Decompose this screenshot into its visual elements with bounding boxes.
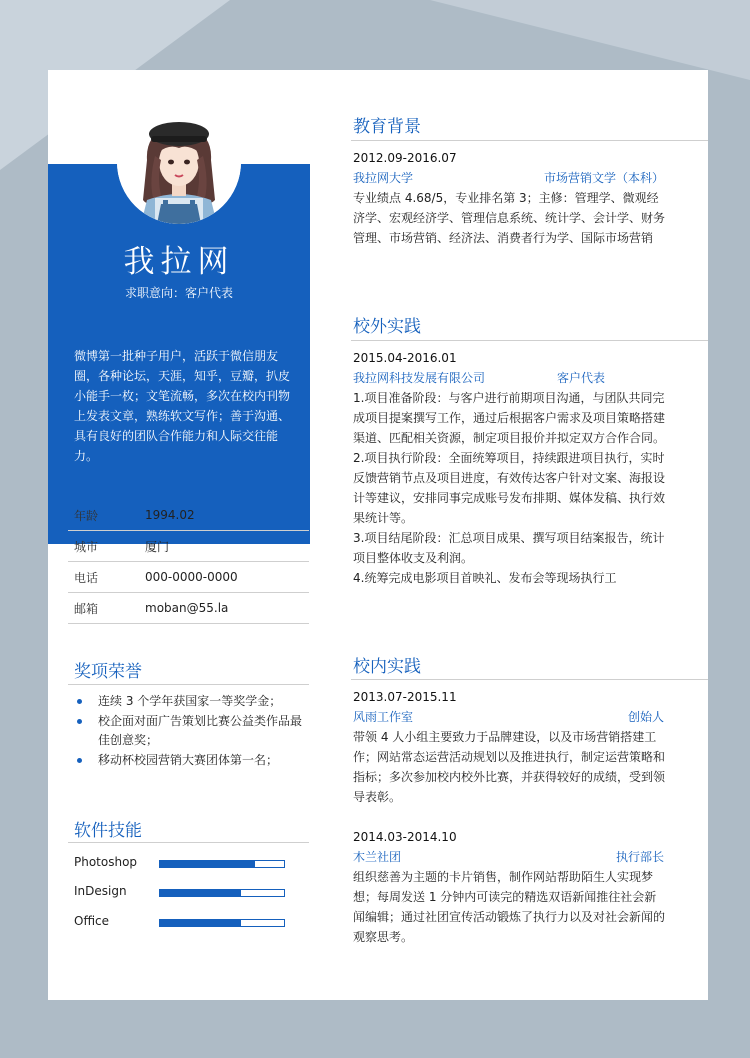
internal-practice-title: 校内实践	[353, 657, 421, 677]
entry-period: 2015.04-2016.01	[353, 351, 457, 365]
school-name: 我拉网大学	[353, 171, 414, 185]
entry-description: 组织慈善为主题的卡片销售，制作网站帮助陌生人实现梦想；每周发送 1 分钟内可读完的精选双语新闻推往社会新闻编辑；通过社团宣传活动锻炼了执行力以及对社会新闻的观察思考。	[353, 870, 666, 944]
personal-info	[68, 500, 309, 624]
major-name: 市场营销文学（本科）	[543, 171, 664, 185]
external-practice-title: 校外实践	[353, 317, 421, 337]
skill-indesign	[74, 884, 294, 902]
org-name: 风雨工作室	[353, 710, 414, 724]
profile-name: 我拉网	[123, 244, 235, 280]
info-value: moban@55.la	[145, 601, 229, 615]
skill-name: InDesign	[74, 884, 127, 898]
skill-photoshop	[74, 855, 294, 873]
bullet-icon	[77, 699, 82, 704]
skill-bar-fill	[160, 920, 241, 926]
org-name: 我拉网科技发展有限公司	[353, 371, 486, 385]
bullet-icon	[77, 719, 82, 724]
info-label: 电话	[74, 570, 99, 585]
skills-title: 软件技能	[74, 821, 142, 841]
skill-bar-fill	[160, 861, 255, 867]
skill-bar	[159, 889, 285, 897]
divider	[351, 140, 708, 141]
list-item: 移动杯校园营销大赛团体第一名；	[74, 751, 304, 770]
avatar	[117, 100, 241, 224]
external-practice-entry	[353, 348, 668, 588]
role-name: 客户代表	[557, 371, 606, 385]
info-row-email	[68, 593, 309, 624]
info-value: 厦门	[145, 539, 170, 554]
entry-description: 带领 4 人小组主要致力于品牌建设，以及市场营销搭建工作；网站常态运营活动规划以及推进执行，制定运营策略和指标；多次参加校内校外比赛，并获得较好的成绩，受到领导表彰。	[353, 730, 666, 804]
bullet-icon	[77, 758, 82, 763]
skill-name: Office	[74, 914, 110, 928]
info-label: 城市	[74, 539, 99, 554]
org-name: 木兰社团	[353, 850, 402, 864]
entry-description	[353, 388, 668, 588]
info-label: 邮箱	[74, 601, 99, 616]
entry-period: 2013.07-2015.11	[353, 690, 457, 704]
list-item: 2.项目执行阶段：全面统筹项目，持续跟进项目执行，实时反馈营销节点及项目进度，有效传达客户针对文案、海报设计等建议，安排同事完成账号发布排期、媒体发稿、执行效果统计等。	[353, 451, 666, 525]
education-title: 教育背景	[353, 117, 421, 137]
entry-period: 2012.09-2016.07	[353, 151, 457, 165]
job-intention: 求职意向：客户代表	[124, 286, 233, 300]
divider	[68, 842, 309, 843]
awards-list	[74, 692, 304, 771]
awards-title: 奖项荣誉	[74, 662, 142, 682]
internal-practice-entry	[353, 687, 668, 807]
skill-bar	[159, 860, 285, 868]
right-column	[353, 70, 708, 1000]
entry-period: 2014.03-2014.10	[353, 830, 457, 844]
info-row-phone	[68, 562, 309, 593]
list-item: 连续 3 个学年获国家一等奖学金；	[74, 692, 304, 711]
info-value: 1994.02	[145, 508, 195, 522]
skill-bar	[159, 919, 285, 927]
internal-practice-entry	[353, 827, 668, 947]
entry-description: 专业绩点 4.68/5，专业排名第 3；主修：管理学、微观经济学、宏观经济学、管理信息系统、统计学、会计学、财务管理、市场营销、经济法、消费者行为学、国际市场营销	[353, 191, 666, 245]
divider	[351, 340, 708, 341]
info-row-age	[68, 500, 309, 531]
self-intro: 微博第一批种子用户，活跃于微信朋友圈，各种论坛，天涯，知乎，豆瓣，扒皮小能手一枚；文笔流畅，多次在校内刊物上发表文章，熟练软文写作；善于沟通、具有良好的团队合作能力和人际交往能力。	[74, 349, 291, 463]
skill-office	[74, 914, 294, 932]
skill-name: Photoshop	[74, 855, 138, 869]
role-name: 创始人	[627, 710, 664, 724]
info-row-city	[68, 531, 309, 562]
list-item: 4.统筹完成电影项目首映礼、发布会等现场执行工	[353, 571, 617, 585]
list-item: 校企面对面广告策划比赛公益类作品最佳创意奖；	[74, 712, 304, 750]
info-value: 000-0000-0000	[145, 570, 238, 584]
left-column	[48, 70, 310, 1000]
info-label: 年龄	[74, 508, 99, 523]
role-name: 执行部长	[615, 850, 664, 864]
divider	[68, 684, 309, 685]
resume-page	[48, 70, 708, 1000]
divider	[351, 679, 708, 680]
education-entry	[353, 148, 668, 248]
skill-bar-fill	[160, 890, 241, 896]
list-item: 3.项目结尾阶段：汇总项目成果、撰写项目结案报告，统计项目整体收支及利润。	[353, 531, 665, 565]
list-item: 1.项目准备阶段：与客户进行前期项目沟通，与团队共同完成项目提案撰写工作，通过后根据客户需求及项目策略搭建渠道、匹配相关资源，制定项目报价并拟定双方合作合同。	[353, 391, 666, 445]
